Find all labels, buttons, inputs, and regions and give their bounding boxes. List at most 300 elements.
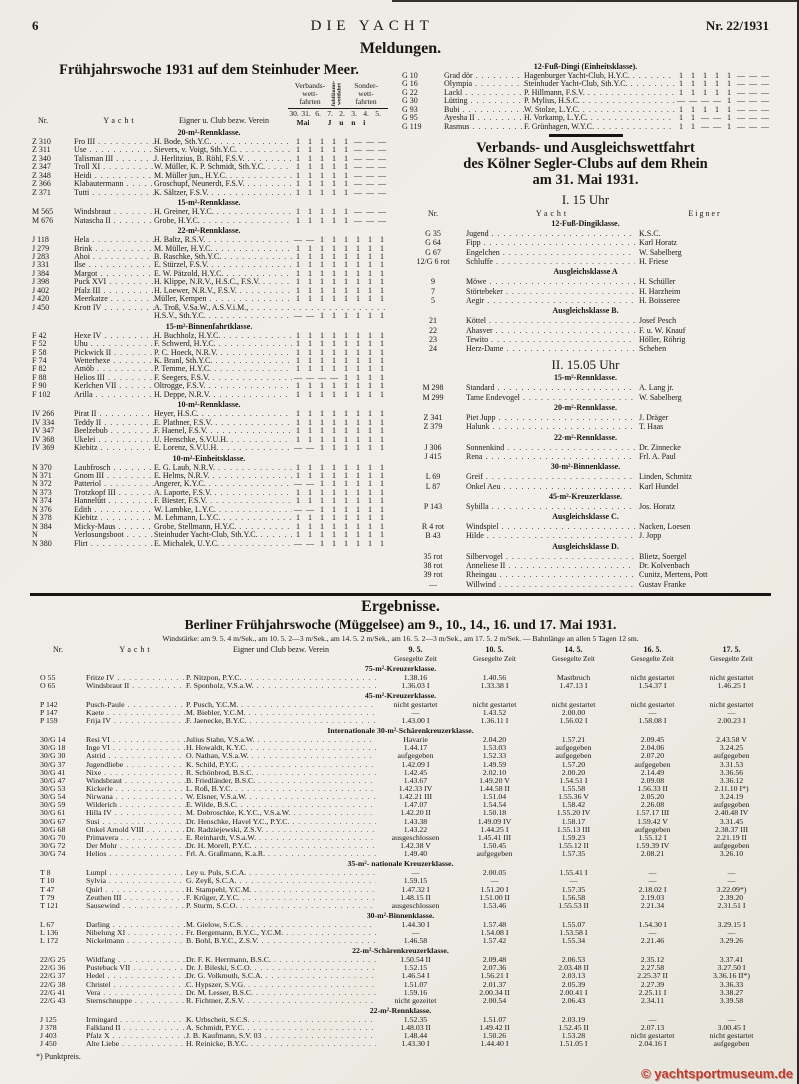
koelner-title-line2: des Kölner Segler-Clubs auf dem Rhein	[463, 156, 708, 173]
time-cell: 3.37.41	[719, 955, 744, 965]
entry-yacht: Onkel Arnold VIII . . .	[86, 826, 186, 834]
mark-cell: 1	[344, 417, 348, 427]
entry-yacht: Inge VI . . .	[86, 744, 186, 752]
mark-cell: 1	[332, 521, 336, 531]
entry-nr: F 82	[32, 364, 47, 374]
entry-yacht: Halunk . . .	[466, 422, 635, 431]
mark-cell: 1	[368, 260, 372, 270]
mark-cell: 1	[344, 215, 348, 225]
month-mai-label: Mai	[296, 118, 310, 127]
mark-cell: 1	[320, 285, 324, 295]
mark-cell: 1	[332, 496, 336, 506]
entry-eigner: F. Seegers, F.S.V. . . .	[154, 374, 292, 382]
mark-cell: 1	[691, 71, 695, 80]
mark-cell: 1	[679, 79, 683, 89]
entry-eigner: J. B. Kaufmann, S.V. 03 . . .	[186, 1032, 376, 1040]
marks-cells	[292, 480, 388, 488]
entry-yacht: Wildfang . . .	[86, 956, 186, 964]
mark-cell: 1	[344, 243, 348, 253]
mark-cell: —	[354, 145, 362, 155]
marks-cells	[292, 332, 388, 340]
results-col-day-1: 9. 5. Gesegelte Zeit	[394, 644, 437, 663]
mark-cell: 1	[356, 434, 360, 444]
time-cell: 2.39.20	[719, 892, 744, 902]
entry-yacht: Hannelütt . . .	[74, 497, 154, 505]
time-cell: 1.52.45 II	[558, 1022, 589, 1032]
entry-row	[400, 344, 771, 353]
mark-cell: 1	[715, 71, 719, 80]
time-cell: 1.57.42	[482, 936, 507, 946]
mark-cell: 1	[320, 462, 324, 472]
entry-eigner: W. Sabelberg	[639, 247, 682, 257]
mark-cell: —	[306, 504, 314, 514]
time-cell: 3.36.16 II*)	[712, 971, 751, 981]
mark-cell: 1	[308, 487, 312, 497]
entry-eigner: P. Hillmann, F.S.V. . . .	[524, 89, 675, 97]
entry-nr: G 119	[402, 121, 422, 131]
entry-yacht: Helios . . .	[86, 850, 186, 858]
magazine-title: DIE YACHT	[310, 18, 434, 34]
mark-cell: 1	[308, 513, 312, 523]
entry-row	[400, 531, 771, 540]
time-cell: Havarie	[403, 735, 428, 745]
entry-row	[400, 277, 771, 286]
mark-cell: 1	[296, 364, 300, 374]
mark-cell: 1	[332, 470, 336, 480]
time-cell: 1.44.58 II	[479, 784, 510, 793]
entry-row	[400, 413, 771, 422]
steinhuder-section	[30, 61, 388, 589]
mark-cell: 1	[296, 277, 300, 287]
month-header-row	[288, 118, 388, 127]
entry-eigner: M. Lehmann, L.Y.C. . . .	[154, 514, 292, 522]
mark-cell: 1	[344, 294, 348, 304]
time-cell: 1.55.58	[561, 784, 586, 793]
mark-cell: 1	[344, 372, 348, 382]
time-cell: 2.00.34 II	[479, 987, 510, 997]
mark-cell: 1	[368, 339, 372, 349]
entry-yacht: Quirl . . .	[86, 886, 186, 894]
mark-cell: 1	[356, 426, 360, 436]
entry-yacht: Meerkatze . . .	[74, 295, 154, 303]
entry-yacht: Lütting . . .	[444, 97, 524, 105]
time-cell: 1.56.33 II	[637, 784, 668, 793]
mark-cell: 1	[320, 235, 324, 245]
time-cell: 1.50.45	[482, 841, 507, 851]
entry-yacht: Pusch-Paule . . .	[86, 701, 186, 709]
entry-nr: Z 341	[423, 413, 443, 423]
mark-cell: 1	[320, 409, 324, 419]
entry-nr: 30/G 54	[40, 792, 66, 802]
mark-cell: 1	[320, 364, 324, 374]
mark-cell: —	[366, 153, 374, 163]
mark-cell: 1	[380, 389, 384, 399]
mark-cell: 1	[368, 513, 372, 523]
time-cell: aufgegeben	[713, 800, 750, 810]
entry-eigner: W. Stolze, L.Y.C. . . .	[524, 106, 675, 114]
entry-eigner: Sievers, v. Voigt, Sth.Y.C. . . .	[154, 146, 292, 154]
mark-cell: 1	[344, 470, 348, 480]
mark-cell: 1	[368, 277, 372, 287]
entry-eigner: Angerer, K.Y.C. . . .	[154, 480, 292, 488]
entry-nr: J 125	[40, 1014, 57, 1024]
time-cell: 1.57.35	[561, 849, 586, 859]
time-cell: —	[727, 1014, 736, 1024]
mark-cell: 1	[308, 243, 312, 253]
time-cell: 2.04.16 I	[638, 1039, 667, 1049]
entry-eigner: J. Dräger	[639, 413, 669, 423]
mark-cell: 1	[308, 187, 312, 197]
time-cell: 2.06.53	[561, 955, 586, 965]
mark-cell: 1	[356, 381, 360, 391]
marks-cells	[292, 295, 388, 303]
time-cell: nicht gestartet	[393, 699, 438, 709]
mark-cell: 1	[296, 251, 300, 261]
mark-cell: 1	[332, 434, 336, 444]
time-cell: 2.09.48	[482, 955, 507, 965]
entry-nr: 22/G 41	[40, 987, 66, 997]
time-cell: 1.56.02 I	[559, 716, 588, 726]
entry-eigner: Steinhuder Yacht-Club, Sth.Y.C. . . .	[524, 80, 675, 88]
mark-cell: —	[366, 215, 374, 225]
mark-cell: 1	[380, 479, 384, 489]
mark-cell: 1	[344, 187, 348, 197]
mark-cell: 1	[356, 277, 360, 287]
time-cell: 1.47.13 I	[559, 680, 588, 690]
mark-cell: 1	[344, 487, 348, 497]
time-cell: 1.55.41 I	[559, 868, 588, 878]
entry-yacht: Ahasver . . .	[466, 326, 635, 335]
mark-cell: 1	[356, 409, 360, 419]
entry-eigner: E. Reinhardt, V.S.a.W. . . .	[186, 834, 376, 842]
entry-nr: J 306	[424, 442, 442, 452]
time-cell: 1.44.17	[403, 743, 428, 753]
mark-cell: 1	[320, 330, 324, 340]
mark-cell: 1	[320, 251, 324, 261]
entry-yacht: Susi . . .	[86, 818, 186, 826]
entry-yacht: Greif . . .	[466, 472, 635, 481]
date-header-row	[288, 109, 388, 118]
entry-nr: J 331	[32, 260, 50, 270]
class-header: 20-m²-Rennklasse.	[553, 403, 618, 413]
mark-cell: 1	[344, 330, 348, 340]
entry-nr: N 372	[32, 479, 52, 489]
entry-yacht: Nixe . . .	[86, 769, 186, 777]
marks-cells	[292, 261, 388, 269]
entry-eigner: H. Stampehl, Y.C.M. . . .	[186, 886, 376, 894]
entry-nr: P 147	[40, 707, 58, 717]
entry-nr: 30/G 74	[40, 849, 66, 859]
date-cell: 3.	[351, 109, 357, 118]
mark-cell: 1	[320, 179, 324, 189]
entry-row	[30, 937, 771, 945]
mark-cell: —	[737, 79, 745, 89]
entry-yacht: Windsbraut II . . .	[86, 682, 186, 690]
mark-cell: 1	[296, 426, 300, 436]
time-cell: 2.07.13	[640, 1022, 665, 1032]
mark-cell: —	[689, 96, 697, 106]
mark-cell: 1	[296, 355, 300, 365]
mark-cell: 1	[308, 462, 312, 472]
entry-yacht: Hexe IV . . .	[74, 332, 154, 340]
mark-cell: 1	[332, 479, 336, 489]
mark-cell: 1	[380, 443, 384, 453]
mark-cell: 1	[320, 277, 324, 287]
entry-row	[400, 229, 771, 238]
entry-nr: M 298	[422, 383, 444, 393]
mark-cell: 1	[308, 426, 312, 436]
mark-cell: 1	[368, 330, 372, 340]
entry-eigner: P. Pusch, Y.C.M. . . .	[186, 701, 376, 709]
mark-cell: —	[378, 170, 386, 180]
time-cell: 1.49.40	[403, 849, 428, 859]
time-cell: 1.55.34	[561, 936, 586, 946]
time-cell: 3.31.45	[719, 816, 744, 826]
mark-cell: —	[354, 162, 362, 172]
mark-cell: 1	[344, 277, 348, 287]
col-nr-label: Nr.	[38, 116, 48, 125]
mark-cell: 1	[296, 347, 300, 357]
entry-nr: 23	[429, 334, 437, 344]
entry-eigner: B. Friedländer, B.S.C. . . .	[186, 777, 376, 785]
time-cell: 1.36.03 I	[401, 680, 430, 690]
mark-cell: 1	[727, 121, 731, 131]
entry-yacht: Flirt . . .	[74, 540, 154, 548]
mark-cell: 1	[296, 285, 300, 295]
mark-cell: 1	[356, 268, 360, 278]
entry-yacht: Edith . . .	[74, 506, 154, 514]
entry-eigner: Dr. Henschke, Havel Y.C., P.Y.C. . . .	[186, 818, 376, 826]
time-cell: nicht gestartet	[709, 699, 754, 709]
mark-cell: —	[294, 311, 302, 321]
entry-nr: N 376	[32, 504, 52, 514]
mark-cell: —	[366, 170, 374, 180]
mark-cell: —	[761, 71, 769, 80]
mark-cell: 1	[380, 364, 384, 374]
entry-yacht: Aegir . . .	[466, 296, 635, 305]
entry-eigner: G. Zeyß, S.C.A. . . .	[186, 877, 376, 885]
marks-cells	[292, 278, 388, 286]
mark-cell: 1	[356, 462, 360, 472]
marks-cells	[292, 189, 388, 197]
entry-yacht: Darling . . .	[86, 921, 186, 929]
mark-cell: 1	[320, 434, 324, 444]
mark-cell: 1	[296, 487, 300, 497]
mark-cell: 1	[344, 347, 348, 357]
mark-cell: 1	[332, 243, 336, 253]
entry-yacht: Hedel . . .	[86, 972, 186, 980]
mark-cell: 1	[368, 294, 372, 304]
mark-cell: 1	[320, 137, 324, 146]
time-cell: 3.00.45 I	[717, 1022, 746, 1032]
time-cell: 1.51.00 II	[479, 892, 510, 902]
mark-cell: 1	[296, 207, 300, 217]
entry-eigner: H. Loewer, N.R.V., F.S.V. . . .	[154, 287, 292, 295]
mark-cell: 1	[691, 113, 695, 123]
entry-eigner: Frl. A. Graßmann, K.a.R. . . .	[186, 850, 376, 858]
mark-cell: 1	[380, 277, 384, 287]
entry-eigner: Dr. M. Lesser, B.S.C. . . .	[186, 989, 376, 997]
time-cell: 2.03.48 II	[558, 963, 589, 973]
mark-cell: 1	[368, 434, 372, 444]
time-cell: 3.36.33	[719, 979, 744, 989]
marks-cells	[292, 270, 388, 278]
time-cell: 2.04.20	[482, 735, 507, 745]
time-cell: aufgegeben	[397, 751, 434, 761]
time-cell: 1.43.67	[403, 775, 428, 785]
mark-cell: 1	[356, 417, 360, 427]
entry-eigner: A. Troß, V.Sa.W., A.S.V.i.M., . . .	[154, 304, 388, 312]
mark-cell: —	[737, 104, 745, 114]
mark-cell: 1	[368, 462, 372, 472]
entry-nr: L 136	[40, 927, 59, 937]
time-cell: 1.59.39 IV	[635, 841, 670, 851]
entry-eigner: B. Raschke, Sth.Y.C. . . .	[154, 253, 292, 261]
entry-eigner: M. Gielow, S.C.S. . . .	[186, 921, 376, 929]
entry-yacht: Beelzebub . . .	[74, 427, 154, 435]
mark-cell: —	[761, 87, 769, 97]
mark-cell: 1	[332, 207, 336, 217]
mark-cell: 1	[356, 443, 360, 453]
mark-cell: 1	[380, 294, 384, 304]
time-cell: 1.50.18	[482, 808, 507, 818]
mark-cell: 1	[320, 487, 324, 497]
mark-cell: —	[749, 113, 757, 123]
mark-cell: 1	[332, 409, 336, 419]
entry-row	[400, 296, 771, 305]
entry-nr: 22/G 38	[40, 979, 66, 989]
time-cell: 1.52.35	[403, 1014, 428, 1024]
entry-nr: B 43	[425, 531, 441, 541]
entry-yacht: Use . . .	[74, 146, 154, 154]
mark-cell: —	[354, 153, 362, 163]
time-cell: 2.07.36	[482, 963, 507, 973]
entry-yacht: Sybilla . . .	[466, 502, 635, 511]
mark-cell: —	[294, 479, 302, 489]
mark-cell: 1	[320, 347, 324, 357]
entry-yacht: Natascha II . . .	[74, 217, 154, 225]
mark-cell: —	[378, 145, 386, 155]
mark-cell: 1	[368, 417, 372, 427]
mark-cell: —	[354, 207, 362, 217]
entry-yacht: Patteriol . . .	[74, 480, 154, 488]
mark-cell: 1	[380, 521, 384, 531]
mark-cell: 1	[380, 339, 384, 349]
mark-cell: 1	[320, 260, 324, 270]
date-cell: 6.	[315, 109, 321, 118]
mark-cell: 1	[380, 417, 384, 427]
entry-yacht: Windspiel . . .	[466, 522, 635, 531]
mark-cell: 1	[332, 251, 336, 261]
mark-cell: 1	[320, 187, 324, 197]
entry-eigner: J. Herlitzius, B. Röhl, F.S.V. . . .	[154, 155, 292, 163]
entry-row	[30, 295, 388, 303]
mark-cell: 1	[308, 389, 312, 399]
mark-cell: —	[378, 162, 386, 172]
mark-cell: 1	[727, 87, 731, 97]
class-header: 12-Fuß-Dingiklasse.	[551, 219, 620, 229]
mark-cell: 1	[320, 504, 324, 514]
mark-cell: 1	[380, 409, 384, 419]
time-cell: 1.59.42 V	[637, 816, 668, 826]
class-header: 15-m²-Rennklasse.	[177, 198, 241, 208]
mark-cell: 1	[332, 538, 336, 548]
entry-yacht: Fipp . . .	[466, 238, 635, 247]
time-cell: 2.07.20	[640, 751, 665, 761]
time-cell: 1.51.04	[482, 792, 507, 802]
mark-cell: 1	[320, 389, 324, 399]
time-cell: 1.57.17 III	[635, 808, 670, 818]
entry-eigner: Frl. A. Paul	[639, 451, 676, 461]
entry-eigner: E. Wilde, B.S.C. . . .	[186, 801, 376, 809]
marks-cells	[292, 523, 388, 531]
entry-eigner: Dr. G. Volkmuth, S.C.A. . . .	[186, 972, 376, 980]
time-cell: 1.56.58	[561, 892, 586, 902]
entry-nr: J 450	[32, 302, 50, 312]
mark-cell: 1	[320, 381, 324, 391]
mark-cell: —	[749, 96, 757, 106]
entry-nr: L 67	[40, 919, 55, 929]
time-cell: nicht gestartet	[551, 699, 596, 709]
mark-cell: 1	[368, 470, 372, 480]
mark-cell: 1	[368, 268, 372, 278]
entry-yacht: Pusteback VII . . .	[86, 964, 186, 972]
mark-cell: 1	[320, 207, 324, 217]
class-header: 15-m²-Rennklasse.	[553, 373, 618, 383]
results-col-day-3: 14. 5. Gesegelte Zeit	[552, 644, 595, 663]
mark-cell: 1	[344, 137, 348, 146]
entry-yacht: Irmingard . . .	[86, 1016, 186, 1024]
time-cell: 1.56.21 I	[480, 971, 509, 981]
time-cell: 2.34.11	[640, 995, 665, 1005]
marks-cells	[292, 427, 388, 435]
time-cell: 2.03.13	[561, 971, 586, 981]
mark-cell: 1	[308, 268, 312, 278]
entry-row	[30, 682, 771, 690]
mark-cell: 1	[344, 268, 348, 278]
mark-cell: 1	[296, 521, 300, 531]
entry-eigner: H. Greiner, H.Y.C. . . .	[154, 208, 292, 216]
mark-cell: —	[306, 311, 314, 321]
time-cell: 2.06.43	[561, 995, 586, 1005]
class-header: 22-m²-Rennklasse.	[369, 1005, 432, 1015]
mark-cell: —	[354, 170, 362, 180]
entry-nr: Z 379	[423, 422, 443, 432]
marks-cells	[292, 410, 388, 418]
class-header: Ausgleichsklasse C.	[552, 512, 619, 522]
entry-nr: F 102	[32, 389, 51, 399]
mark-cell: 1	[320, 311, 324, 321]
col-nr-label: Nr.	[428, 209, 438, 219]
entry-yacht: Silbervogel . . .	[466, 552, 635, 561]
entry-yacht: Kaete . . .	[86, 709, 186, 717]
entry-yacht: Rena . . .	[466, 452, 635, 461]
mark-cell: 1	[296, 470, 300, 480]
entry-eigner: K. Branl, Sth.Y.C. . . .	[154, 357, 292, 365]
time-cell: 1.51.05 I	[559, 1039, 588, 1049]
mark-cell: 1	[703, 87, 707, 97]
entry-eigner: Blietz, Soergel	[639, 551, 687, 561]
mark-cell: 1	[296, 243, 300, 253]
time-cell: 3.31.53	[719, 759, 744, 769]
time-cell: 1.55.53 II	[558, 900, 589, 910]
entry-nr: 30/G 53	[40, 784, 66, 793]
time-cell: ausgeschlossen	[391, 832, 440, 842]
time-cell: 1.51.07	[482, 1014, 507, 1024]
time-cell: —	[648, 707, 657, 717]
entry-nr: 30/G 59	[40, 800, 66, 810]
mark-cell: —	[366, 145, 374, 155]
